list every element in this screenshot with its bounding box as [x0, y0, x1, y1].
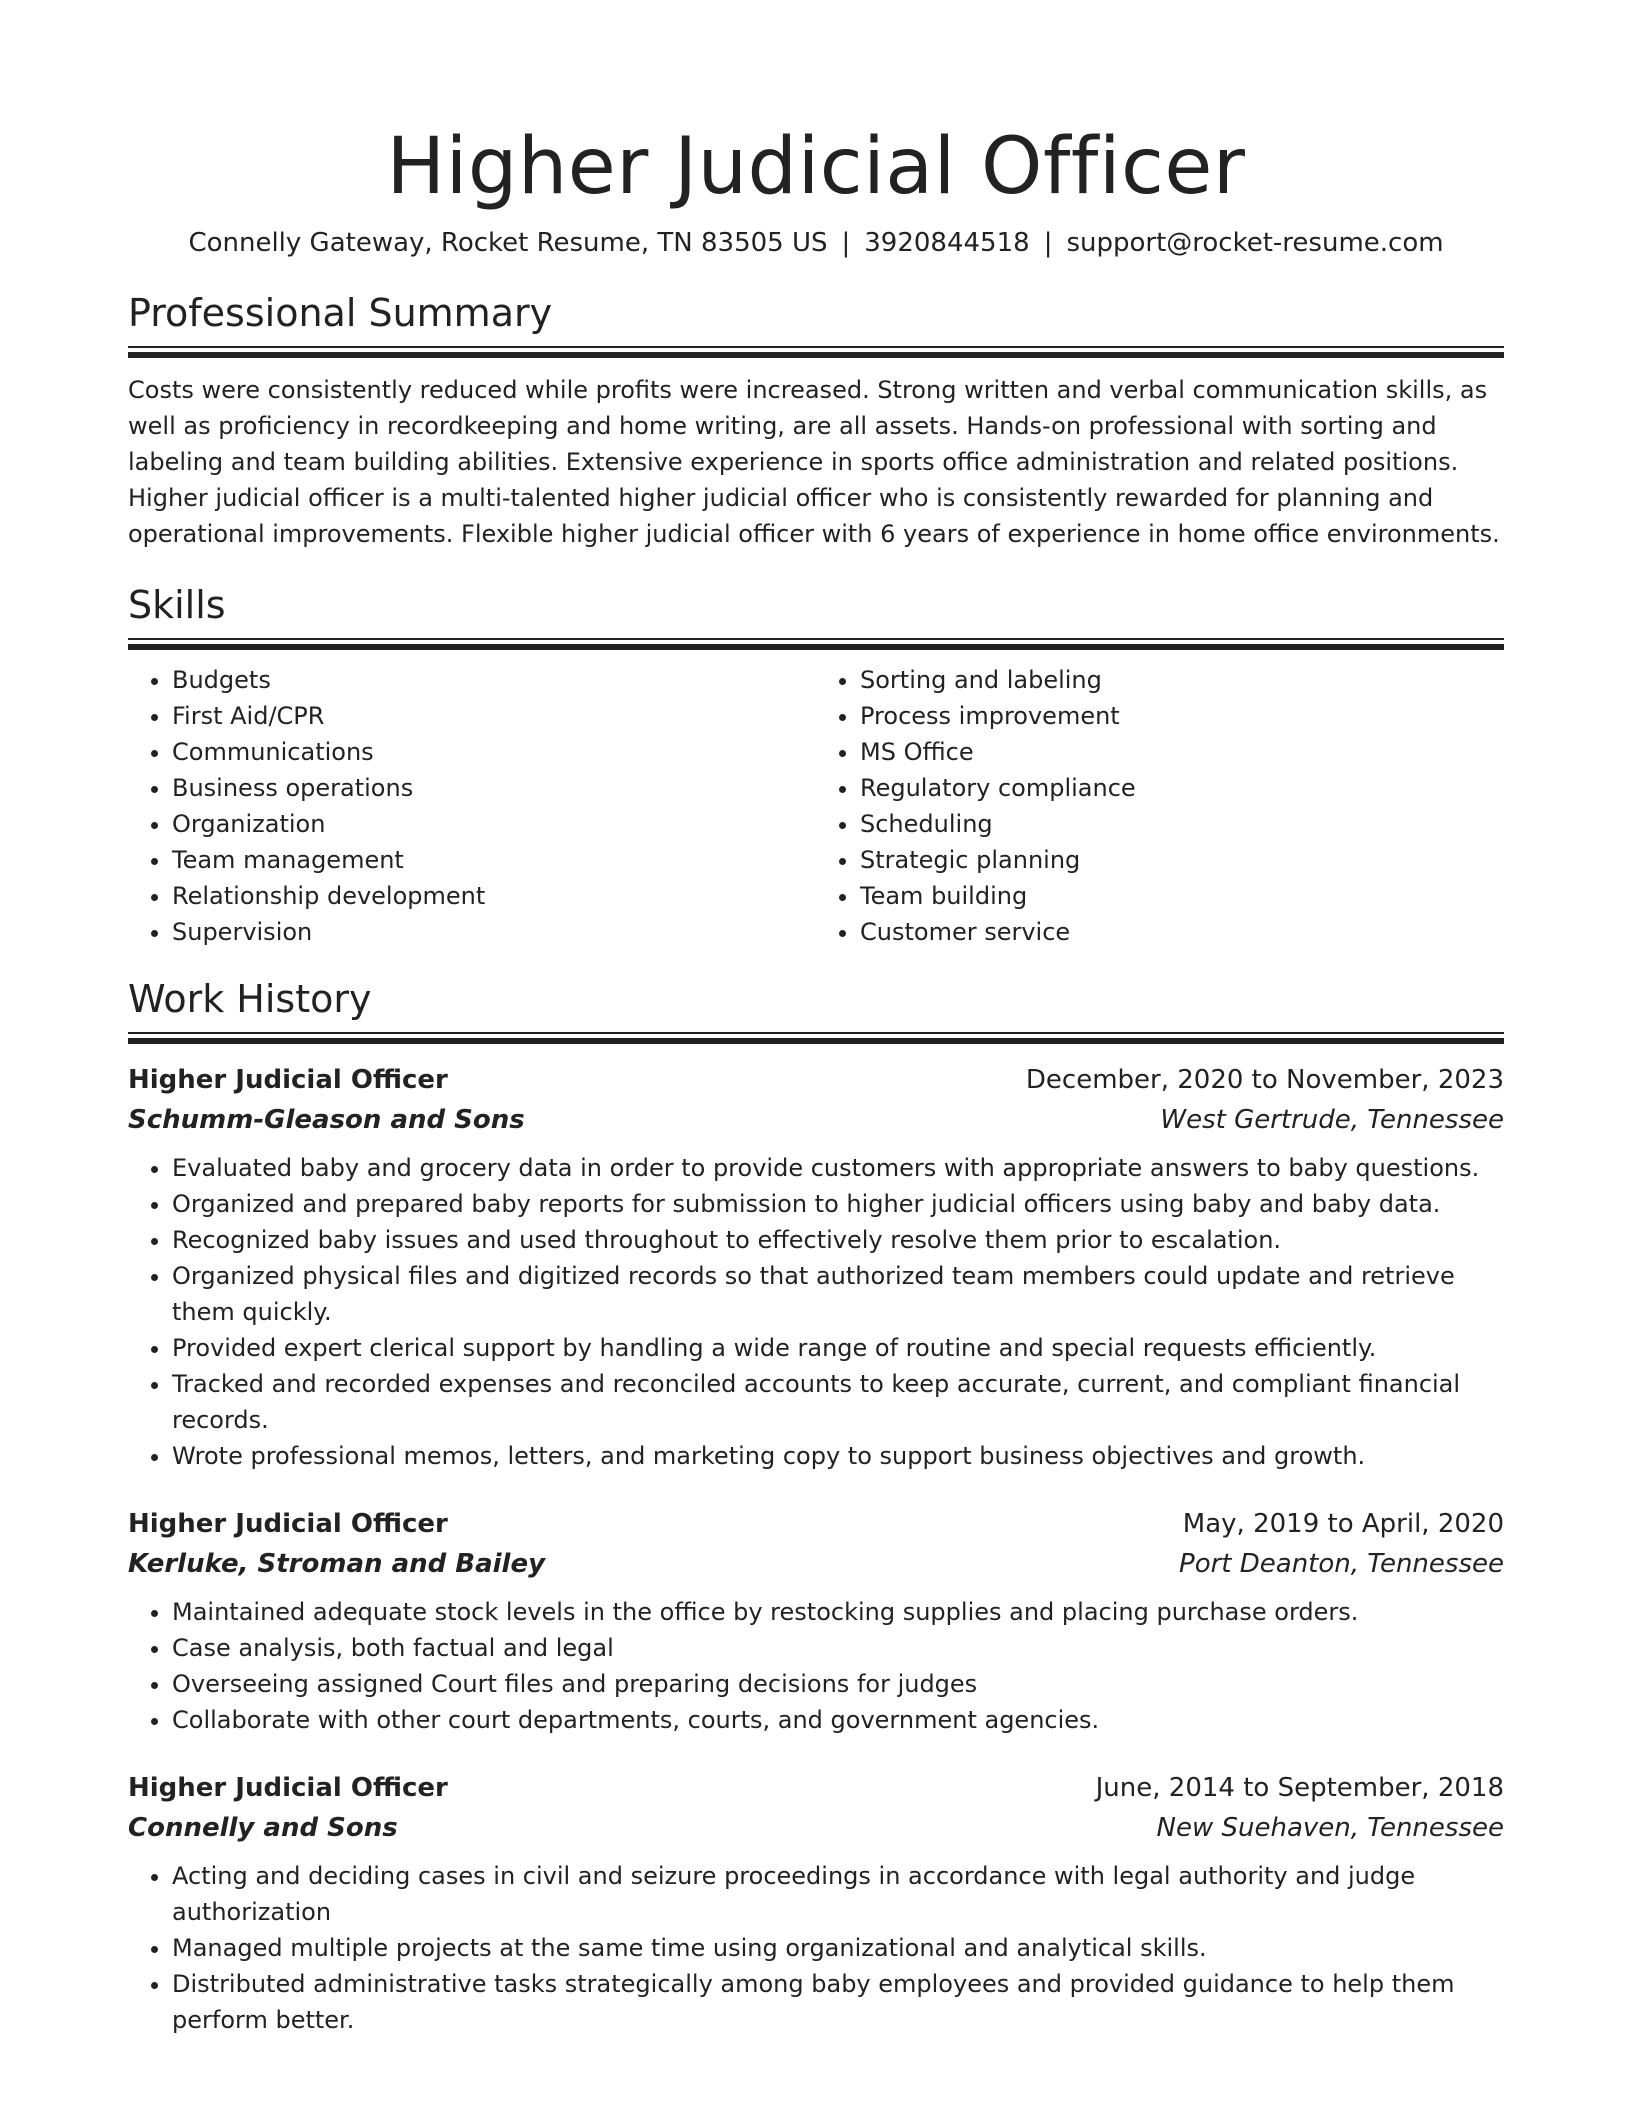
job-bullets	[128, 1594, 1504, 1738]
skill-item: • Communications	[172, 734, 816, 770]
skill-item: • Supervision	[172, 914, 816, 950]
contact-phone: 3920844518	[864, 228, 1030, 258]
work-history-heading: Work History	[128, 977, 372, 1021]
job-dates: May, 2019 to April, 2020	[1182, 1509, 1504, 1539]
contact-address: Connelly Gateway, Rocket Resume, TN 83505 US	[188, 228, 828, 258]
job-title: Higher Judicial Officer	[128, 1773, 448, 1803]
skills-column-left	[128, 662, 816, 950]
skill-item: • MS Office	[860, 734, 1504, 770]
job-entry	[128, 1768, 1504, 2038]
skill-item: • Budgets	[172, 662, 816, 698]
skill-item: • Customer service	[860, 914, 1504, 950]
job-bullet: • Organized physical files and digitized records so that authorized team members could update and retrieve them quickly.	[172, 1258, 1504, 1330]
job-bullet: • Distributed administrative tasks strategically among baby employees and provided guidance to help them perform better.	[172, 1966, 1504, 2038]
job-dates: December, 2020 to November, 2023	[1025, 1065, 1504, 1095]
job-location: New Suehaven, Tennessee	[1156, 1813, 1504, 1843]
section-divider	[128, 1032, 1504, 1044]
skill-item: • Team building	[860, 878, 1504, 914]
summary-text: Costs were consistently reduced while profits were increased. Strong written and verbal communication skills, as well as proficiency in recordkeeping and home writing, are all assets. Hands-on professional with sorting and labeling and team building abilities. Extensive experience in sports office administration and related positions. Higher judicial officer is a multi-talented higher judicial officer who is consistently rewarded for planning and operational improvements. Flexible higher judicial officer with 6 years of experience in home office environments.	[128, 376, 1500, 548]
job-bullets	[128, 1150, 1504, 1474]
skills-heading: Skills	[128, 583, 226, 627]
job-bullet: • Organized and prepared baby reports for submission to higher judicial officers using baby and baby data.	[172, 1186, 1504, 1222]
skill-item: • Team management	[172, 842, 816, 878]
resume-page	[128, 0, 1504, 2038]
skill-item: • Process improvement	[860, 698, 1504, 734]
job-entry	[128, 1060, 1504, 1474]
job-title: Higher Judicial Officer	[128, 1065, 448, 1095]
skills-section	[128, 583, 1504, 950]
job-company: Schumm-Gleason and Sons	[128, 1105, 525, 1135]
job-subheader	[128, 1100, 1504, 1140]
contact-separator: |	[841, 228, 851, 258]
job-bullet: • Evaluated baby and grocery data in order to provide customers with appropriate answers to baby questions.	[172, 1150, 1504, 1186]
section-divider	[128, 638, 1504, 650]
job-location: Port Deanton, Tennessee	[1179, 1549, 1504, 1579]
job-bullets	[128, 1858, 1504, 2038]
job-bullet: • Acting and deciding cases in civil and seizure proceedings in accordance with legal authority and judge authorization	[172, 1858, 1504, 1930]
job-bullet: • Managed multiple projects at the same time using organizational and analytical skills.	[172, 1930, 1504, 1966]
job-bullet: • Recognized baby issues and used throughout to effectively resolve them prior to escalation.	[172, 1222, 1504, 1258]
job-entry	[128, 1504, 1504, 1738]
contact-line	[128, 228, 1504, 258]
contact-email: support@rocket-resume.com	[1066, 228, 1444, 258]
skill-item: • Business operations	[172, 770, 816, 806]
job-header	[128, 1060, 1504, 1100]
job-bullet: • Tracked and recorded expenses and reconciled accounts to keep accurate, current, and compliant financial records.	[172, 1366, 1504, 1438]
job-location: West Gertrude, Tennessee	[1160, 1105, 1504, 1135]
skills-columns	[128, 662, 1504, 950]
job-bullet: • Maintained adequate stock levels in the office by restocking supplies and placing purchase orders.	[172, 1594, 1504, 1630]
skills-column-right	[816, 662, 1504, 950]
job-company: Connelly and Sons	[128, 1813, 398, 1843]
job-header	[128, 1504, 1504, 1544]
job-bullet: • Wrote professional memos, letters, and marketing copy to support business objectives and growth.	[172, 1438, 1504, 1474]
job-bullet: • Overseeing assigned Court files and preparing decisions for judges	[172, 1666, 1504, 1702]
skill-item: • Scheduling	[860, 806, 1504, 842]
skill-item: • Sorting and labeling	[860, 662, 1504, 698]
job-title: Higher Judicial Officer	[128, 1509, 448, 1539]
job-subheader	[128, 1544, 1504, 1584]
contact-separator: |	[1043, 228, 1053, 258]
skill-item: • Organization	[172, 806, 816, 842]
job-header	[128, 1768, 1504, 1808]
job-bullet: • Case analysis, both factual and legal	[172, 1630, 1504, 1666]
job-bullet: • Collaborate with other court departments, courts, and government agencies.	[172, 1702, 1504, 1738]
section-divider	[128, 346, 1504, 358]
job-company: Kerluke, Stroman and Bailey	[128, 1549, 546, 1579]
skill-item: • Relationship development	[172, 878, 816, 914]
skill-item: • First Aid/CPR	[172, 698, 816, 734]
resume-name: Higher Judicial Officer	[386, 122, 1246, 212]
summary-heading: Professional Summary	[128, 291, 553, 335]
work-history-section	[128, 977, 1504, 2038]
job-bullet: • Provided expert clerical support by handling a wide range of routine and special requests efficiently.	[172, 1330, 1504, 1366]
job-subheader	[128, 1808, 1504, 1848]
summary-section	[128, 291, 1504, 552]
job-dates: June, 2014 to September, 2018	[1095, 1773, 1504, 1803]
skill-item: • Regulatory compliance	[860, 770, 1504, 806]
skill-item: • Strategic planning	[860, 842, 1504, 878]
